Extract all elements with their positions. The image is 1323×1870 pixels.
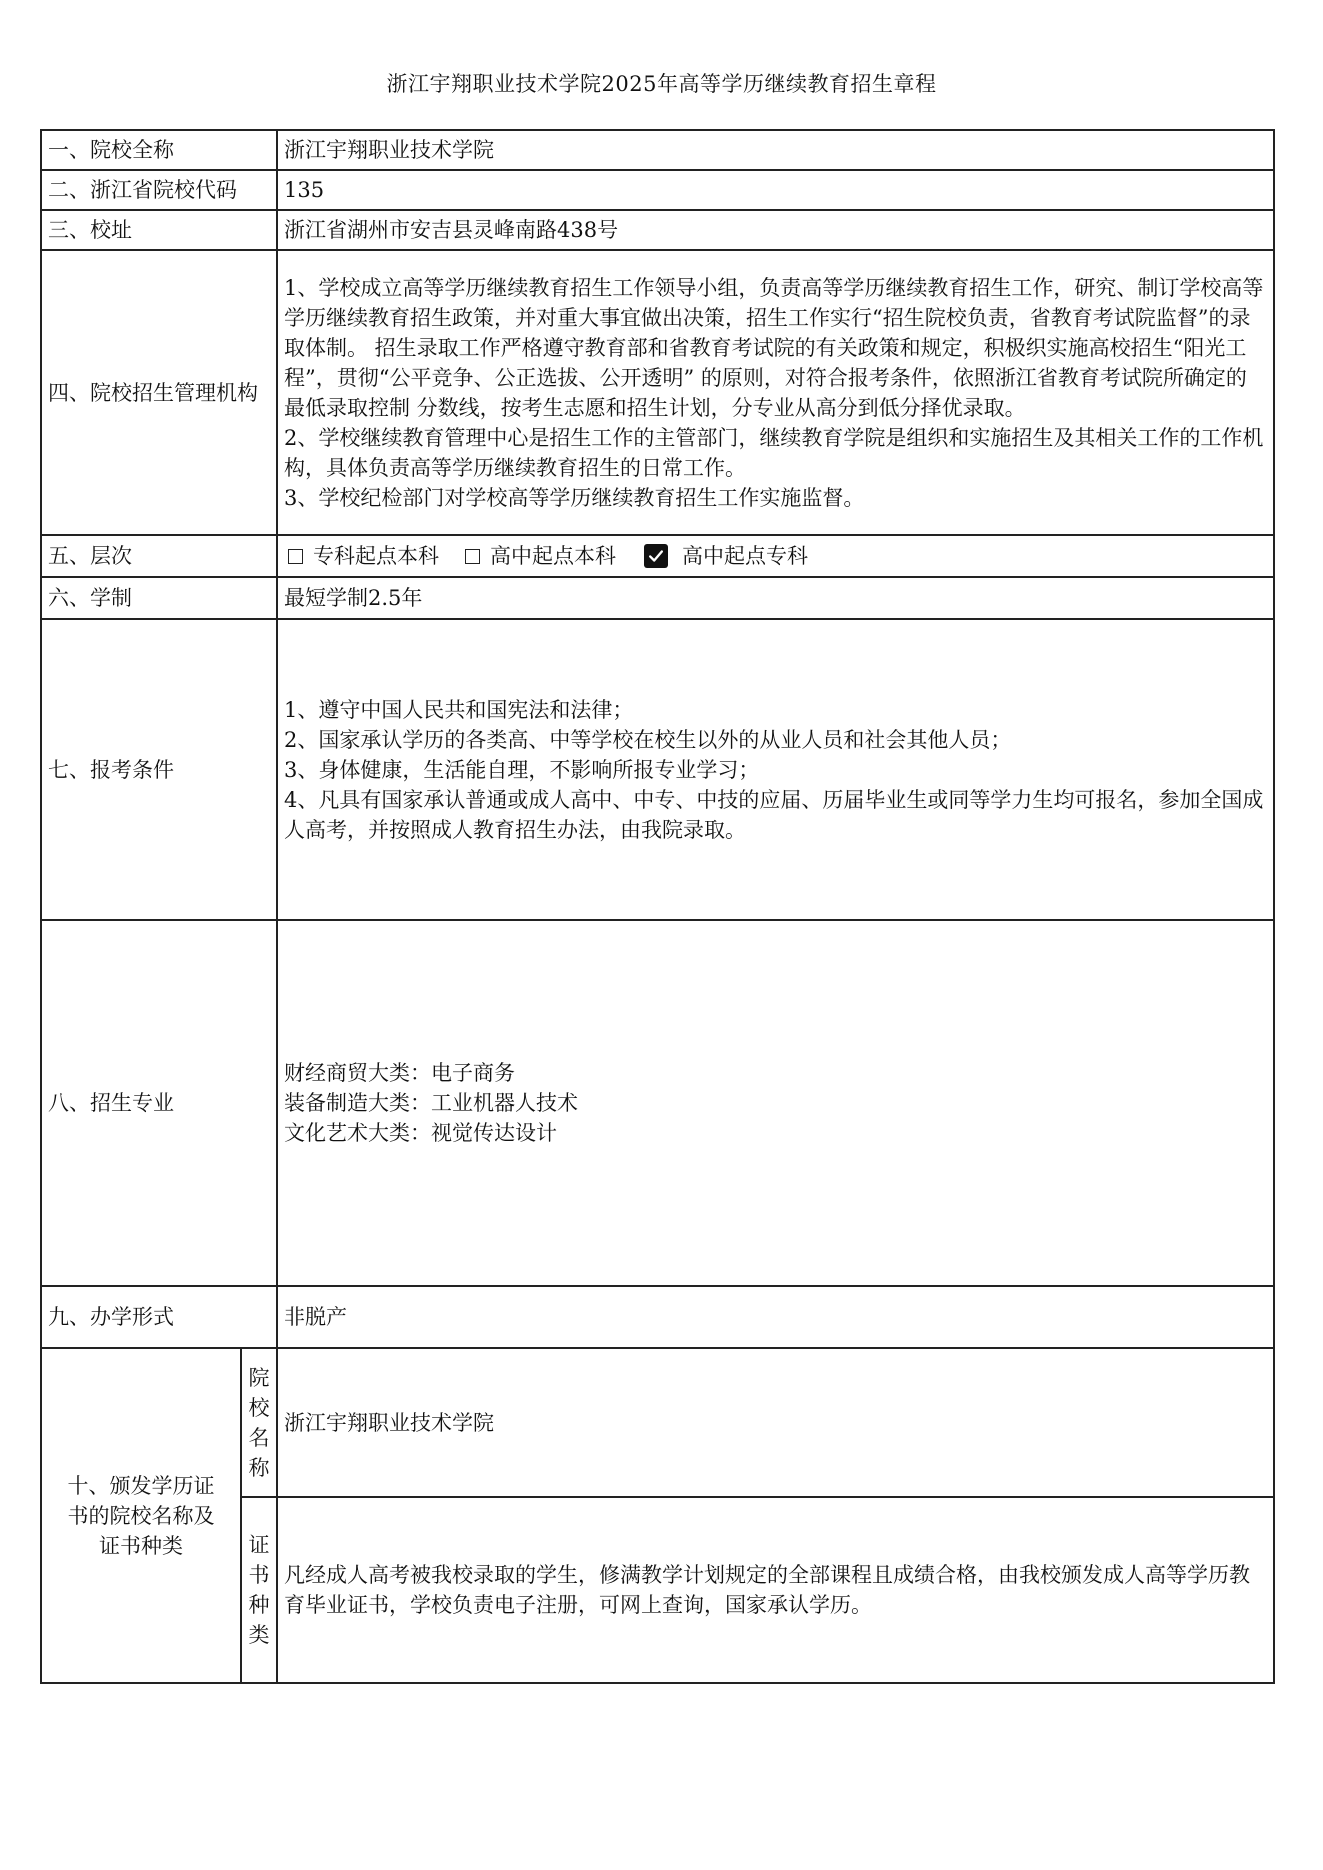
label-certificate <box>41 1348 241 1683</box>
value-certificate-type: 凡经成人高考被我校录取的学生，修满教学计划规定的全部课程且成绩合格，由我校颁发成人高等学历教育毕业证书，学校负责电子注册，可网上查询，国家承认学历。 <box>277 1497 1274 1683</box>
row-requirements <box>41 619 1274 920</box>
sublabel-char: 种 <box>248 1593 270 1617</box>
level-option-1-text: 专科起点本科 <box>313 544 439 568</box>
sublabel-char: 证 <box>248 1533 270 1557</box>
sublabel-char: 院 <box>248 1365 270 1390</box>
page-title: 浙江宇翔职业技术学院2025年高等学历继续教育招生章程 <box>386 72 937 96</box>
major-item-3: 文化艺术大类：视觉传达设计 <box>284 1121 557 1145</box>
requirement-item-4: 4、凡具有国家承认普通或成人高中、中专、中技的应届、历届毕业生或同等学力生均可报名，参加全国成人高考，并按照成人教育招生办法，由我院录取。 <box>284 787 1264 842</box>
management-paragraph-3: 3、学校纪检部门对学校高等学历继续教育招生工作实施监督。 <box>284 485 865 510</box>
row-study-form <box>41 1286 1274 1348</box>
row-school-code <box>41 170 1274 210</box>
requirement-item-2: 2、国家承认学历的各类高、中等学校在校生以外的从业人员和社会其他人员； <box>284 727 1012 752</box>
sublabel-char: 类 <box>248 1623 270 1647</box>
charter-table <box>40 129 1275 1684</box>
row-majors <box>41 920 1274 1286</box>
label-management: 四、院校招生管理机构 <box>41 250 277 535</box>
sublabel-char: 称 <box>248 1455 270 1480</box>
major-item-1: 财经商贸大类：电子商务 <box>284 1061 515 1085</box>
value-majors <box>277 920 1274 1286</box>
value-duration: 最短学制2.5年 <box>277 577 1274 619</box>
label-level: 五、层次 <box>41 535 277 577</box>
row-school-name <box>41 130 1274 170</box>
value-institution-name: 浙江宇翔职业技术学院 <box>277 1348 1274 1497</box>
management-paragraph-2: 2、学校继续教育管理中心是招生工作的主管部门，继续教育学院是组织和实施招生及其相关工作的工作机构，具体负责高等学历继续教育招生的日常工作。 <box>284 425 1264 480</box>
level-option-2-text: 高中起点本科 <box>490 544 616 568</box>
level-option-2[interactable] <box>461 541 616 571</box>
major-item-2: 装备制造大类：工业机器人技术 <box>284 1091 578 1115</box>
checkbox-empty-icon[interactable] <box>465 549 480 564</box>
value-management <box>277 250 1274 535</box>
row-duration <box>41 577 1274 619</box>
value-level <box>277 535 1274 577</box>
value-study-form: 非脱产 <box>277 1286 1274 1348</box>
value-address: 浙江省湖州市安吉县灵峰南路438号 <box>277 210 1274 250</box>
certificate-label-line-3: 证书种类 <box>99 1533 183 1558</box>
sublabel-char: 书 <box>248 1563 270 1587</box>
label-study-form: 九、办学形式 <box>41 1286 277 1348</box>
checkbox-checked-icon[interactable] <box>644 544 668 568</box>
row-management <box>41 250 1274 535</box>
checkbox-empty-icon[interactable] <box>288 549 303 564</box>
certificate-label-line-1: 十、颁发学历证 <box>67 1473 215 1498</box>
requirement-item-3: 3、身体健康，生活能自理，不影响所报专业学习； <box>284 757 760 782</box>
level-option-3[interactable] <box>638 541 808 571</box>
sublabel-char: 校 <box>248 1395 270 1420</box>
sublabel-certificate-type <box>241 1497 277 1683</box>
requirement-item-1: 1、遵守中国人民共和国宪法和法律； <box>284 697 634 722</box>
label-requirements: 七、报考条件 <box>41 619 277 920</box>
certificate-label-line-2: 书的院校名称及 <box>67 1503 215 1528</box>
label-majors: 八、招生专业 <box>41 920 277 1286</box>
management-paragraph-1: 1、学校成立高等学历继续教育招生工作领导小组，负责高等学历继续教育招生工作，研究、制订学校高等学历继续教育招生政策，并对重大事宜做出决策，招生工作实行“招生院校负责，省教育考试院监督”的录取体制。 招生录取工作严格遵守教育部和省教育考试院的有关政策和规定，积极织实施高校招生“阳光工程”，贯彻“公平竞争、公正选拔、公开透明” 的原则，对符合报考条件，依照浙江省教育考试院所确定的最低录取控制 分数线，按考生志愿和招生计划，分专业从高分到低分择优录取。 <box>284 275 1264 420</box>
value-school-name: 浙江宇翔职业技术学院 <box>277 130 1274 170</box>
row-level <box>41 535 1274 577</box>
sublabel-institution-name <box>241 1348 277 1497</box>
label-school-name: 一、院校全称 <box>41 130 277 170</box>
label-duration: 六、学制 <box>41 577 277 619</box>
row-address <box>41 210 1274 250</box>
value-requirements <box>277 619 1274 920</box>
level-option-1[interactable] <box>284 541 439 571</box>
row-certificate-institution <box>41 1348 1274 1497</box>
level-option-3-text: 高中起点专科 <box>682 544 808 568</box>
value-school-code: 135 <box>277 170 1274 210</box>
label-school-code: 二、浙江省院校代码 <box>41 170 277 210</box>
sublabel-char: 名 <box>248 1425 270 1450</box>
label-address: 三、校址 <box>41 210 277 250</box>
